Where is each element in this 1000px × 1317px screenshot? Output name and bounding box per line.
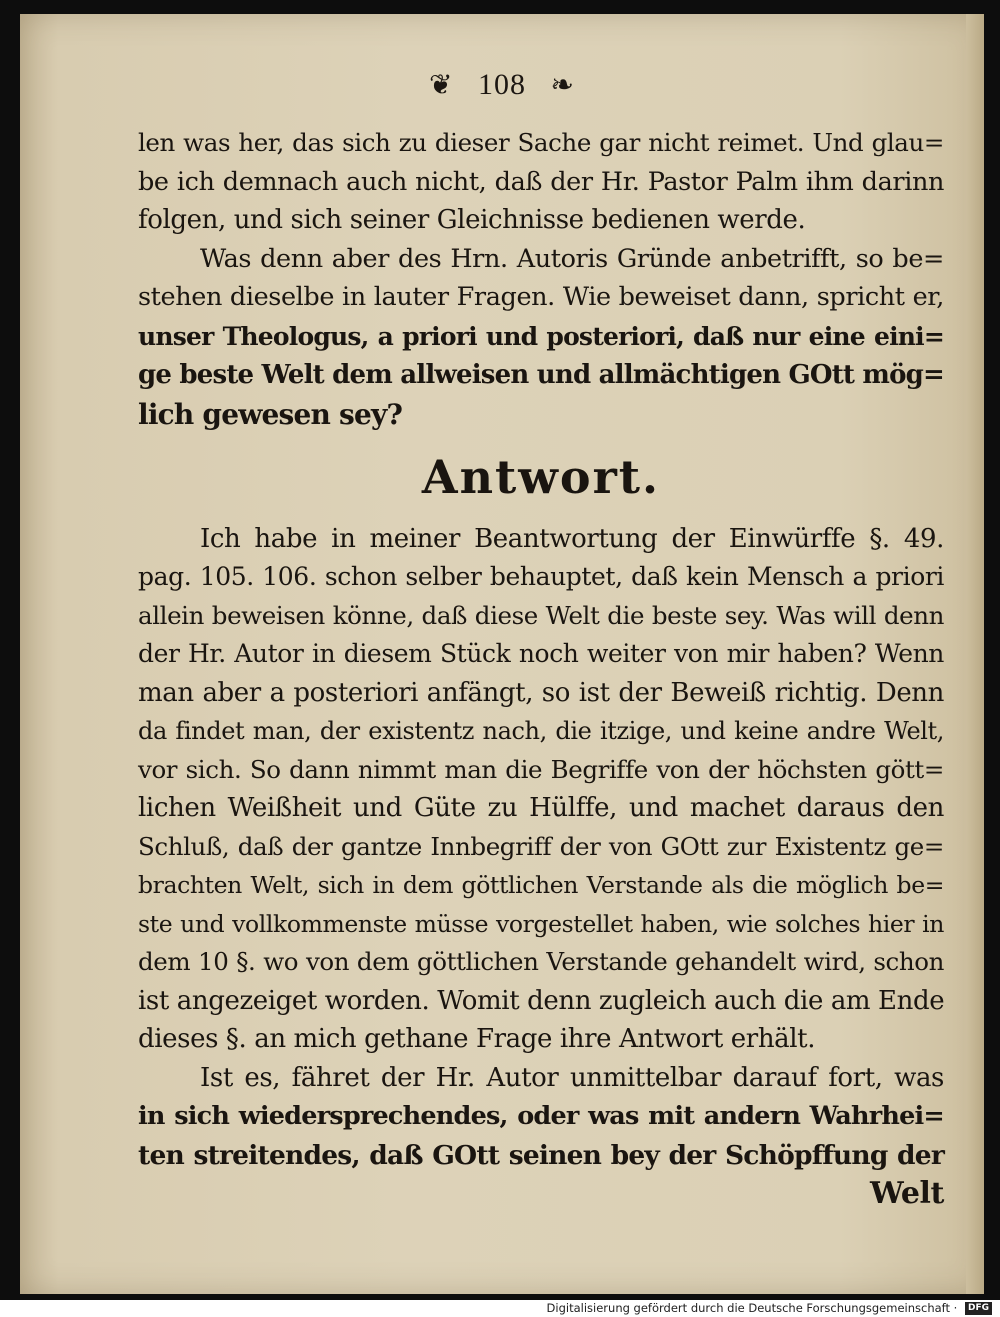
dfg-logo-icon: DFG	[965, 1302, 992, 1315]
text-line: ten streitendes, daß GOtt seinen bey der Schöpffung der	[138, 1140, 944, 1171]
text-line: dem 10 §. wo von dem göttlichen Verstande gehandelt wird, schon	[138, 947, 944, 976]
text-line: dieses §. an mich gethane Frage ihre Antwort erhält.	[138, 1024, 816, 1054]
page-header	[20, 68, 984, 102]
footer-credit: Digitalisierung gefördert durch die Deutsche Forschungsgemeinschaft ·	[546, 1301, 958, 1315]
text-line: lichen Weißheit und Güte zu Hülffe, und machet daraus den	[138, 793, 944, 823]
digitization-footer	[0, 1300, 992, 1317]
text-line: Was denn aber des Hrn. Autoris Gründe anbetrifft, so be=	[200, 243, 944, 274]
text-line: da findet man, der existentz nach, die itzige, und keine andre Welt,	[138, 717, 944, 745]
text-line: ge beste Welt dem allweisen und allmächtigen GOtt mög=	[138, 359, 944, 390]
text-line: ist angezeiget worden. Womit denn zugleich auch die am Ende	[138, 985, 945, 1016]
ornament-left-icon: ❦	[429, 70, 454, 101]
text-line: ste und vollkommenste müsse vorgestellet haben, wie solches hier in	[138, 909, 944, 938]
text-line: der Hr. Autor in diesem Stück noch weiter von mir haben? Wenn	[138, 639, 944, 668]
text-line: allein beweisen könne, daß diese Welt die beste sey. Was will denn	[138, 600, 944, 630]
text-line: stehen dieselbe in lauter Fragen. Wie beweiset dann, spricht er,	[138, 282, 944, 312]
page-number: 108	[478, 68, 526, 101]
text-line: lich gewesen sey?	[138, 397, 403, 431]
text-line: man aber a posteriori anfängt, so ist der Beweiß richtig. Denn	[138, 677, 944, 708]
text-line: pag. 105. 106. schon selber behauptet, daß kein Mensch a priori	[138, 562, 944, 591]
page-edge	[966, 14, 984, 1294]
text-line: be ich demnach auch nicht, daß der Hr. Pastor Palm ihm darinn	[138, 166, 944, 197]
section-heading: Antwort.	[421, 449, 661, 504]
text-line: len was her, das sich zu dieser Sache gar nicht reimet. Und glau=	[138, 128, 944, 157]
text-line: brachten Welt, sich in dem göttlichen Verstande als die möglich be=	[138, 871, 944, 899]
catchword: Welt	[870, 1176, 944, 1211]
text-line: in sich wiedersprechendes, oder was mit andern Wahrhei=	[138, 1101, 944, 1131]
text-line: vor sich. So dann nimmt man die Begriffe von der höchsten gött=	[138, 754, 944, 784]
book-page	[20, 14, 984, 1294]
text-line: Ist es, fähret der Hr. Autor unmittelbar darauf fort, was	[200, 1062, 944, 1093]
page-body	[138, 124, 944, 1214]
text-line: folgen, und sich seiner Gleichnisse bedienen werde.	[138, 205, 806, 235]
text-line: Ich habe in meiner Beantwortung der Einwürffe §. 49.	[200, 523, 944, 554]
text-line: unser Theologus, a priori und posteriori, daß nur eine eini=	[138, 321, 944, 351]
ornament-right-icon: ❧	[550, 70, 575, 101]
text-line: Schluß, daß der gantze Innbegriff der von GOtt zur Existentz ge=	[138, 831, 944, 861]
